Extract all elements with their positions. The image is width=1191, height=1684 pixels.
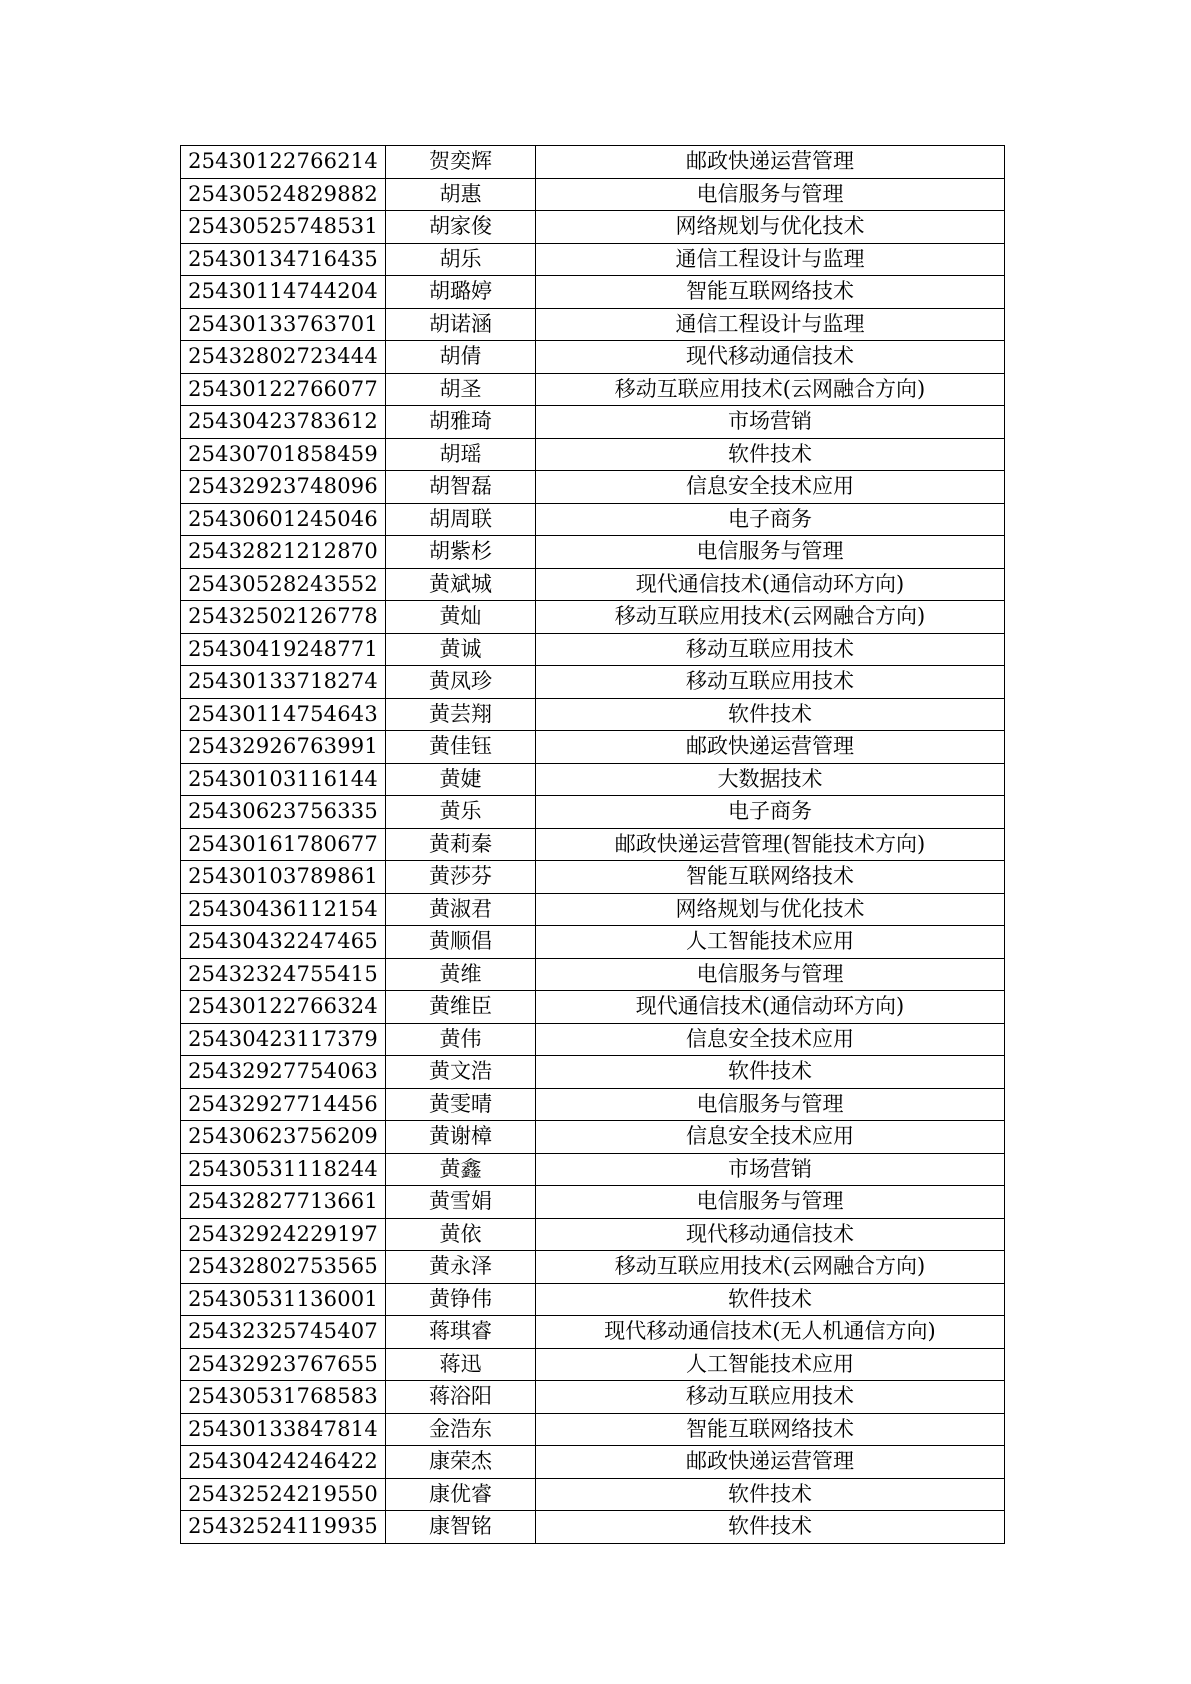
table-row bbox=[181, 1478, 1005, 1511]
major-cell: 智能互联网络技术 bbox=[536, 276, 1005, 309]
student-id-cell: 25432802723444 bbox=[181, 341, 386, 374]
table-row bbox=[181, 1348, 1005, 1381]
student-id-cell: 25432927714456 bbox=[181, 1088, 386, 1121]
table-row bbox=[181, 1218, 1005, 1251]
table-row bbox=[181, 243, 1005, 276]
roster-table bbox=[180, 145, 1005, 1544]
major-cell: 市场营销 bbox=[536, 406, 1005, 439]
student-id-cell: 25430103116144 bbox=[181, 763, 386, 796]
name-cell: 胡智磊 bbox=[386, 471, 536, 504]
table-row bbox=[181, 471, 1005, 504]
student-id-cell: 25432923748096 bbox=[181, 471, 386, 504]
name-cell: 黄斌城 bbox=[386, 568, 536, 601]
student-id-cell: 25430114744204 bbox=[181, 276, 386, 309]
student-id-cell: 25432524219550 bbox=[181, 1478, 386, 1511]
name-cell: 金浩东 bbox=[386, 1413, 536, 1446]
major-cell: 软件技术 bbox=[536, 1283, 1005, 1316]
major-cell: 电信服务与管理 bbox=[536, 1186, 1005, 1219]
table-row bbox=[181, 1251, 1005, 1284]
name-cell: 黄顺倡 bbox=[386, 926, 536, 959]
major-cell: 软件技术 bbox=[536, 1056, 1005, 1089]
table-row bbox=[181, 958, 1005, 991]
name-cell: 胡圣 bbox=[386, 373, 536, 406]
major-cell: 现代移动通信技术(无人机通信方向) bbox=[536, 1316, 1005, 1349]
table-row bbox=[181, 1316, 1005, 1349]
name-cell: 黄诚 bbox=[386, 633, 536, 666]
name-cell: 胡紫杉 bbox=[386, 536, 536, 569]
table-row bbox=[181, 178, 1005, 211]
table-row bbox=[181, 893, 1005, 926]
name-cell: 黄淑君 bbox=[386, 893, 536, 926]
table-row bbox=[181, 373, 1005, 406]
name-cell: 黄凤珍 bbox=[386, 666, 536, 699]
name-cell: 黄雯晴 bbox=[386, 1088, 536, 1121]
student-id-cell: 25430525748531 bbox=[181, 211, 386, 244]
student-id-cell: 25432324755415 bbox=[181, 958, 386, 991]
student-id-cell: 25430419248771 bbox=[181, 633, 386, 666]
major-cell: 电子商务 bbox=[536, 796, 1005, 829]
student-id-cell: 25432924229197 bbox=[181, 1218, 386, 1251]
table-row bbox=[181, 1511, 1005, 1544]
major-cell: 智能互联网络技术 bbox=[536, 1413, 1005, 1446]
student-id-cell: 25430103789861 bbox=[181, 861, 386, 894]
name-cell: 胡雅琦 bbox=[386, 406, 536, 439]
name-cell: 黄文浩 bbox=[386, 1056, 536, 1089]
major-cell: 移动互联应用技术(云网融合方向) bbox=[536, 1251, 1005, 1284]
name-cell: 胡惠 bbox=[386, 178, 536, 211]
major-cell: 软件技术 bbox=[536, 1478, 1005, 1511]
name-cell: 蒋迅 bbox=[386, 1348, 536, 1381]
table-row bbox=[181, 1153, 1005, 1186]
major-cell: 现代通信技术(通信动环方向) bbox=[536, 991, 1005, 1024]
student-id-cell: 25430134716435 bbox=[181, 243, 386, 276]
name-cell: 黄莉秦 bbox=[386, 828, 536, 861]
student-id-cell: 25430423117379 bbox=[181, 1023, 386, 1056]
table-row bbox=[181, 406, 1005, 439]
student-id-cell: 25430524829882 bbox=[181, 178, 386, 211]
table-row bbox=[181, 731, 1005, 764]
major-cell: 现代移动通信技术 bbox=[536, 341, 1005, 374]
table-row bbox=[181, 1381, 1005, 1414]
major-cell: 电信服务与管理 bbox=[536, 1088, 1005, 1121]
student-id-cell: 25432927754063 bbox=[181, 1056, 386, 1089]
major-cell: 电信服务与管理 bbox=[536, 536, 1005, 569]
major-cell: 智能互联网络技术 bbox=[536, 861, 1005, 894]
major-cell: 人工智能技术应用 bbox=[536, 1348, 1005, 1381]
major-cell: 软件技术 bbox=[536, 1511, 1005, 1544]
name-cell: 黄佳钰 bbox=[386, 731, 536, 764]
table-row bbox=[181, 1088, 1005, 1121]
name-cell: 黄芸翔 bbox=[386, 698, 536, 731]
student-id-cell: 25430432247465 bbox=[181, 926, 386, 959]
name-cell: 康智铭 bbox=[386, 1511, 536, 1544]
table-row bbox=[181, 1283, 1005, 1316]
major-cell: 邮政快递运营管理 bbox=[536, 1446, 1005, 1479]
major-cell: 电信服务与管理 bbox=[536, 958, 1005, 991]
student-id-cell: 25430436112154 bbox=[181, 893, 386, 926]
student-id-cell: 25430531118244 bbox=[181, 1153, 386, 1186]
name-cell: 黄鑫 bbox=[386, 1153, 536, 1186]
student-id-cell: 25430133847814 bbox=[181, 1413, 386, 1446]
major-cell: 现代通信技术(通信动环方向) bbox=[536, 568, 1005, 601]
major-cell: 网络规划与优化技术 bbox=[536, 211, 1005, 244]
student-id-cell: 25430531136001 bbox=[181, 1283, 386, 1316]
major-cell: 移动互联应用技术 bbox=[536, 666, 1005, 699]
table-row bbox=[181, 276, 1005, 309]
table-row bbox=[181, 341, 1005, 374]
student-id-cell: 25432524119935 bbox=[181, 1511, 386, 1544]
student-id-cell: 25430623756209 bbox=[181, 1121, 386, 1154]
major-cell: 软件技术 bbox=[536, 698, 1005, 731]
name-cell: 黄依 bbox=[386, 1218, 536, 1251]
major-cell: 电信服务与管理 bbox=[536, 178, 1005, 211]
name-cell: 胡乐 bbox=[386, 243, 536, 276]
student-id-cell: 25430122766214 bbox=[181, 146, 386, 179]
student-id-cell: 25430623756335 bbox=[181, 796, 386, 829]
name-cell: 胡家俊 bbox=[386, 211, 536, 244]
table-row bbox=[181, 438, 1005, 471]
table-row bbox=[181, 1413, 1005, 1446]
student-id-cell: 25430122766324 bbox=[181, 991, 386, 1024]
name-cell: 胡倩 bbox=[386, 341, 536, 374]
name-cell: 黄谢樟 bbox=[386, 1121, 536, 1154]
table-row bbox=[181, 991, 1005, 1024]
major-cell: 移动互联应用技术(云网融合方向) bbox=[536, 601, 1005, 634]
student-id-cell: 25430424246422 bbox=[181, 1446, 386, 1479]
student-id-cell: 25430528243552 bbox=[181, 568, 386, 601]
student-id-cell: 25430531768583 bbox=[181, 1381, 386, 1414]
major-cell: 信息安全技术应用 bbox=[536, 1121, 1005, 1154]
table-row bbox=[181, 1121, 1005, 1154]
table-row bbox=[181, 828, 1005, 861]
name-cell: 康优睿 bbox=[386, 1478, 536, 1511]
table-row bbox=[181, 796, 1005, 829]
student-id-cell: 25430133763701 bbox=[181, 308, 386, 341]
major-cell: 邮政快递运营管理 bbox=[536, 146, 1005, 179]
table-row bbox=[181, 601, 1005, 634]
major-cell: 移动互联应用技术(云网融合方向) bbox=[536, 373, 1005, 406]
table-row bbox=[181, 666, 1005, 699]
name-cell: 黄灿 bbox=[386, 601, 536, 634]
table-row bbox=[181, 763, 1005, 796]
table-row bbox=[181, 536, 1005, 569]
name-cell: 黄婕 bbox=[386, 763, 536, 796]
name-cell: 黄维 bbox=[386, 958, 536, 991]
table-row bbox=[181, 308, 1005, 341]
student-id-cell: 25430122766077 bbox=[181, 373, 386, 406]
student-id-cell: 25432827713661 bbox=[181, 1186, 386, 1219]
major-cell: 大数据技术 bbox=[536, 763, 1005, 796]
major-cell: 现代移动通信技术 bbox=[536, 1218, 1005, 1251]
table-row bbox=[181, 926, 1005, 959]
student-id-cell: 25430701858459 bbox=[181, 438, 386, 471]
name-cell: 黄永泽 bbox=[386, 1251, 536, 1284]
roster-body bbox=[181, 146, 1005, 1544]
student-id-cell: 25430161780677 bbox=[181, 828, 386, 861]
name-cell: 黄莎芬 bbox=[386, 861, 536, 894]
student-id-cell: 25432821212870 bbox=[181, 536, 386, 569]
table-row bbox=[181, 503, 1005, 536]
table-row bbox=[181, 1446, 1005, 1479]
major-cell: 通信工程设计与监理 bbox=[536, 308, 1005, 341]
name-cell: 黄乐 bbox=[386, 796, 536, 829]
major-cell: 网络规划与优化技术 bbox=[536, 893, 1005, 926]
table-row bbox=[181, 1056, 1005, 1089]
major-cell: 信息安全技术应用 bbox=[536, 1023, 1005, 1056]
student-id-cell: 25430601245046 bbox=[181, 503, 386, 536]
name-cell: 黄维臣 bbox=[386, 991, 536, 1024]
student-id-cell: 25430114754643 bbox=[181, 698, 386, 731]
table-row bbox=[181, 568, 1005, 601]
table-row bbox=[181, 1186, 1005, 1219]
table-row bbox=[181, 211, 1005, 244]
name-cell: 蒋浴阳 bbox=[386, 1381, 536, 1414]
major-cell: 邮政快递运营管理 bbox=[536, 731, 1005, 764]
name-cell: 黄雪娟 bbox=[386, 1186, 536, 1219]
table-row bbox=[181, 698, 1005, 731]
major-cell: 信息安全技术应用 bbox=[536, 471, 1005, 504]
major-cell: 邮政快递运营管理(智能技术方向) bbox=[536, 828, 1005, 861]
name-cell: 胡璐婷 bbox=[386, 276, 536, 309]
major-cell: 市场营销 bbox=[536, 1153, 1005, 1186]
name-cell: 贺奕辉 bbox=[386, 146, 536, 179]
name-cell: 黄铮伟 bbox=[386, 1283, 536, 1316]
major-cell: 软件技术 bbox=[536, 438, 1005, 471]
name-cell: 黄伟 bbox=[386, 1023, 536, 1056]
student-id-cell: 25432802753565 bbox=[181, 1251, 386, 1284]
name-cell: 蒋琪睿 bbox=[386, 1316, 536, 1349]
major-cell: 人工智能技术应用 bbox=[536, 926, 1005, 959]
table-row bbox=[181, 146, 1005, 179]
student-id-cell: 25432325745407 bbox=[181, 1316, 386, 1349]
major-cell: 移动互联应用技术 bbox=[536, 1381, 1005, 1414]
student-id-cell: 25430423783612 bbox=[181, 406, 386, 439]
student-id-cell: 25432926763991 bbox=[181, 731, 386, 764]
name-cell: 胡诺涵 bbox=[386, 308, 536, 341]
name-cell: 胡瑶 bbox=[386, 438, 536, 471]
student-id-cell: 25432923767655 bbox=[181, 1348, 386, 1381]
student-id-cell: 25432502126778 bbox=[181, 601, 386, 634]
major-cell: 电子商务 bbox=[536, 503, 1005, 536]
table-row bbox=[181, 861, 1005, 894]
table-row bbox=[181, 1023, 1005, 1056]
major-cell: 移动互联应用技术 bbox=[536, 633, 1005, 666]
student-id-cell: 25430133718274 bbox=[181, 666, 386, 699]
name-cell: 胡周联 bbox=[386, 503, 536, 536]
major-cell: 通信工程设计与监理 bbox=[536, 243, 1005, 276]
name-cell: 康荣杰 bbox=[386, 1446, 536, 1479]
table-row bbox=[181, 633, 1005, 666]
